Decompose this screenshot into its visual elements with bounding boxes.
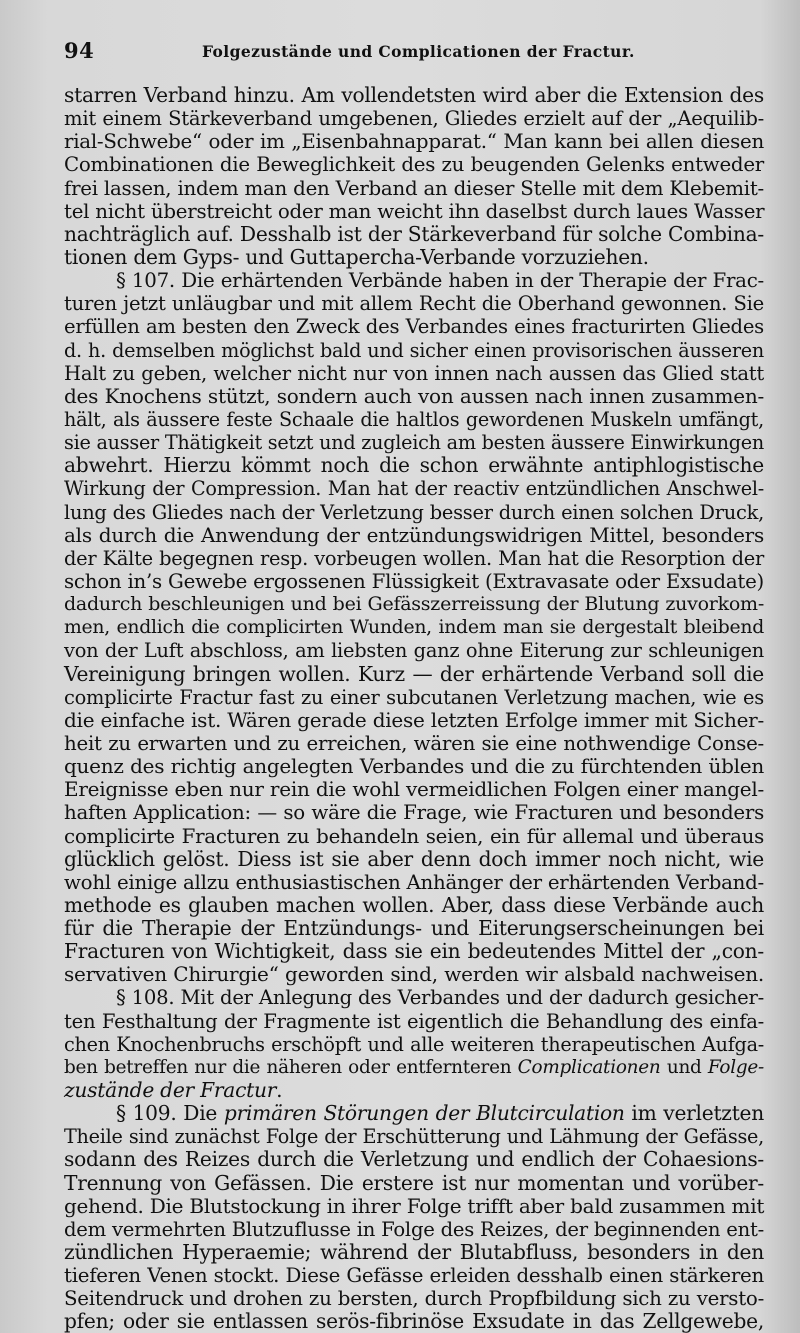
text-line: Ereignisse eben nur rein die wohl vermeidlichen Folgen einer mangel- <box>64 777 764 802</box>
text-line <box>64 1102 764 1125</box>
text-line: gehend. Die Blutstockung in ihrer Folge trifft aber bald zusammen mit <box>64 1193 765 1218</box>
running-head: Folgezustände und Complicationen der Fractur. <box>202 42 635 61</box>
text-line: tieferen Venen stockt. Diese Gefässe erleiden desshalb einen stärkeren <box>64 1264 764 1288</box>
text-segment: im verletzten <box>624 1101 764 1126</box>
text-line: methode es glauben machen wollen. Aber, dass diese Verbände auch <box>64 892 764 917</box>
text-line: § 107. Die erhärtenden Verbände haben in der Therapie der Frac- <box>116 269 764 293</box>
text-line: Combinationen die Beweglichkeit des zu beugenden Gelenks entweder <box>64 153 764 177</box>
text-line: Vereinigung bringen wollen. Kurz — der erhärtende Verband soll die <box>64 661 764 686</box>
italic-text: Complicationen <box>517 1056 661 1078</box>
text-line: quenz des richtig angelegten Verbandes und die zu fürchtenden üblen <box>64 754 764 779</box>
text-line: Trennung von Gefässen. Die erstere ist nur momentan und vorüber- <box>64 1170 764 1195</box>
text-line: zündlichen Hyperaemie; während der Blutabfluss, besonders in den <box>64 1240 764 1265</box>
text-segment: § 109. Die <box>116 1101 224 1126</box>
text-line: Fracturen von Wichtigkeit, dass sie ein bedeutendes Mittel der „con- <box>64 939 764 964</box>
page-number: 94 <box>64 38 95 63</box>
italic-text: zustände der Fractur <box>64 1078 277 1103</box>
text-segment: . <box>276 1078 283 1103</box>
text-line: pfen; oder sie entlassen serös-fibrinöse Exsudate in das Zellgewebe, <box>64 1309 764 1333</box>
text-line: glücklich gelöst. Diess ist sie aber denn doch immer noch nicht, wie <box>64 846 764 871</box>
text-line: die einfache ist. Wären gerade diese letzten Erfolge immer mit Sicher- <box>64 707 764 732</box>
text-line <box>64 1056 764 1079</box>
text-line: rial-Schwebe“ oder im „Eisenbahnapparat.“ Man kann bei allen diesen <box>64 130 764 154</box>
text-line: chen Knochenbruchs erschöpft und alle weiteren therapeutischen Aufga- <box>64 1032 764 1056</box>
text-line: Halt zu geben, welcher nicht nur von innen nach aussen das Glied statt <box>64 361 764 385</box>
text-line: dem vermehrten Blutzuflusse in Folge des Reizes, der beginnenden ent- <box>64 1217 764 1241</box>
text-line: frei lassen, indem man den Verband an dieser Stelle mit dem Klebemit- <box>64 176 764 200</box>
text-line: § 108. Mit der Anlegung des Verbandes und der dadurch gesicher- <box>116 986 764 1010</box>
text-line: ten Festhaltung der Fragmente ist eigentlich die Behandlung des einfa- <box>64 1009 764 1033</box>
text-line: als durch die Anwendung der entzündungswidrigen Mittel, besonders <box>64 522 764 547</box>
text-line: von der Luft abschloss, am liebsten ganz ohne Eiterung zur schleunigen <box>64 639 764 663</box>
text-line: nachträglich auf. Desshalb ist der Stärkeverband für solche Combina- <box>64 221 764 246</box>
text-line: sie ausser Thätigkeit setzt und zugleich am besten äussere Einwirkungen <box>64 431 764 455</box>
text-line: erfüllen am besten den Zweck des Verbandes eines fracturirten Gliedes <box>64 315 764 339</box>
text-line: d. h. demselben möglichst bald und sicher einen provisorischen äusseren <box>64 338 764 362</box>
italic-text: Folge- <box>707 1056 764 1078</box>
text-line: haften Application: — so wäre die Frage, wie Fracturen und besonders <box>64 801 764 825</box>
text-line: turen jetzt unläugbar und mit allem Recht die Oberhand gewonnen. Sie <box>64 292 764 316</box>
text-line: Seitendruck und drohen zu bersten, durch Propfbildung sich zu versto- <box>64 1287 764 1311</box>
text-line: des Knochens stützt, sondern auch von aussen nach innen zusammen- <box>64 383 764 408</box>
text-line: schon in’s Gewebe ergossenen Flüssigkeit (Extravasate oder Exsudate) <box>64 569 764 593</box>
text-line: heit zu erwarten und zu erreichen, wären sie eine nothwendige Conse- <box>64 731 764 755</box>
text-line: Wirkung der Compression. Man hat der reactiv entzündlichen Anschwel- <box>64 477 764 501</box>
page-header <box>64 38 764 66</box>
text-line: dadurch beschleunigen und bei Gefässzerreissung der Blutung zuvorkom- <box>64 593 764 616</box>
text-line: mit einem Stärkeverband umgebenen, Gliedes erzielt auf der „Aequilib- <box>64 107 764 131</box>
text-line: Theile sind zunächst Folge der Erschütterung und Lähmung der Gefässe, <box>64 1125 764 1149</box>
text-segment: und <box>660 1056 708 1078</box>
body-text <box>64 84 764 1333</box>
text-line: der Kälte begegnen resp. vorbeugen wollen. Man hat die Resorption der <box>64 546 764 570</box>
text-segment: ben betreffen nur die näheren oder entfernteren <box>64 1056 518 1078</box>
italic-text: primären Störungen der Blutcirculation <box>223 1101 625 1126</box>
text-line: hält, als äussere feste Schaale die haltlos gewordenen Muskeln umfängt, <box>64 407 764 431</box>
text-line: wohl einige allzu enthusiastischen Anhänger der erhärtenden Verband- <box>64 870 764 894</box>
text-line: lung des Gliedes nach der Verletzung besser durch einen solchen Druck, <box>64 500 764 524</box>
text-line: complicirte Fracturen zu behandeln seien, ein für allemal und überaus <box>64 824 764 848</box>
text-line: tel nicht überstreicht oder man weicht ihn daselbst durch laues Wasser <box>64 199 765 223</box>
text-line: men, endlich die complicirten Wunden, indem man sie dergestalt bleibend <box>64 617 764 639</box>
text-line: starren Verband hinzu. Am vollendetsten wird aber die Extension des <box>64 83 764 107</box>
text-line: abwehrt. Hierzu kömmt noch die schon erwähnte antiphlogistische <box>64 453 764 478</box>
text-line: servativen Chirurgie“ geworden sind, werden wir alsbald nachweisen. <box>64 962 764 987</box>
text-line: für die Therapie der Entzündungs- und Eiterungserscheinungen bei <box>64 916 764 941</box>
text-line: tionen dem Gyps- und Guttapercha-Verbande vorzuziehen. <box>64 244 649 269</box>
text-line: sodann des Reizes durch die Verletzung und endlich der Cohaesions- <box>64 1147 764 1172</box>
text-line <box>64 1079 764 1102</box>
text-line: complicirte Fractur fast zu einer subcutanen Verletzung machen, wie es <box>64 685 764 709</box>
